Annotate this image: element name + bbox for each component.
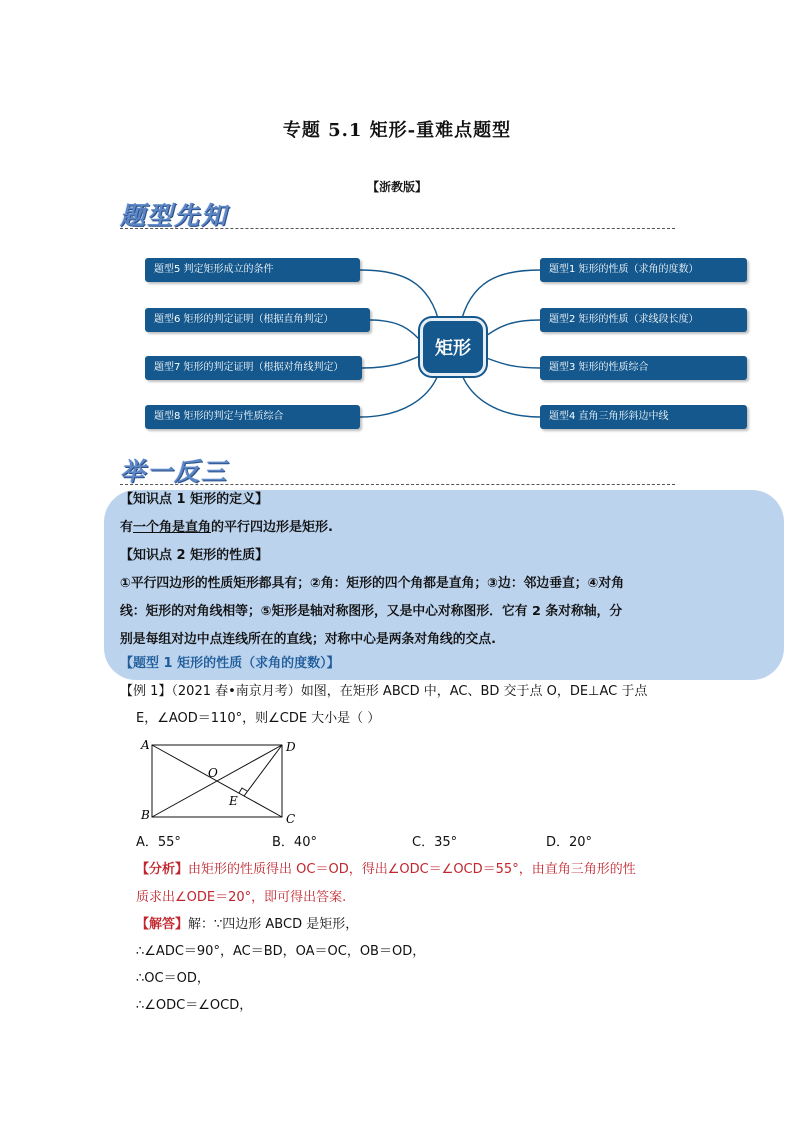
analysis-tag: 【分析】 bbox=[136, 862, 189, 877]
solution-line bbox=[136, 911, 358, 939]
kp1-text-emphasis: 一个角是直角 bbox=[133, 520, 212, 535]
mindmap-item-type4: 题型4 直角三角形斜边中线 bbox=[540, 405, 747, 429]
option-b: B．40° bbox=[272, 835, 317, 850]
label-e: E bbox=[229, 794, 238, 808]
label-c: C bbox=[286, 812, 296, 825]
section-heading-overview: 题型先知 bbox=[120, 201, 229, 230]
connector-type3 bbox=[480, 356, 540, 368]
label-b: B bbox=[141, 808, 150, 822]
analysis-line bbox=[136, 856, 636, 884]
option-a: A．55° bbox=[136, 835, 181, 850]
kp1-text bbox=[120, 514, 333, 542]
option-c: C．35° bbox=[412, 835, 458, 850]
right-angle-mark bbox=[239, 788, 247, 793]
kp1-title: 【知识点 1 矩形的定义】 bbox=[120, 492, 269, 507]
solution-line: ∴OC＝OD， bbox=[136, 971, 210, 986]
example-line: E，∠AOD＝110°，则∠CDE 大小是（ ） bbox=[136, 711, 381, 726]
page-title: 专题 5.1 矩形-重难点题型 bbox=[282, 120, 512, 141]
option-d: D．20° bbox=[546, 835, 593, 850]
connector-type4 bbox=[460, 370, 540, 417]
label-d: D bbox=[286, 740, 296, 754]
solution-line: ∴∠ODC＝∠OCD， bbox=[136, 998, 253, 1013]
connector-type2 bbox=[480, 320, 540, 340]
kp1-text-c: 的平行四边形是矩形. bbox=[211, 520, 333, 535]
solution-text: 解：∵四边形 ABCD 是矩形， bbox=[188, 917, 359, 932]
label-o: O bbox=[208, 766, 218, 780]
mindmap-item-type2: 题型2 矩形的性质（求线段长度） bbox=[540, 308, 747, 332]
section-heading-practice: 举一反三 bbox=[120, 457, 229, 486]
connector-type8 bbox=[360, 370, 440, 417]
analysis-text: 由矩形的性质得出 OC＝OD，得出∠ODC＝∠OCD＝55°，由直角三角形的性 bbox=[188, 862, 636, 877]
kp2-title: 【知识点 2 矩形的性质】 bbox=[120, 548, 269, 563]
solution-line: ∴∠ADC＝90°，AC＝BD，OA＝OC，OB＝OD， bbox=[136, 944, 426, 959]
mindmap-item-type3: 题型3 矩形的性质综合 bbox=[540, 356, 747, 380]
example-line: 【例 1】（2021 春•南京月考）如图，在矩形 ABCD 中，AC、BD 交于点 O，DE⊥AC 于点 bbox=[120, 684, 648, 699]
kp2-line: 线：矩形的对角线相等；⑤矩形是轴对称图形，又是中心对称图形．它有 2 条对称轴，分 bbox=[120, 604, 623, 619]
mindmap-item-type6: 题型6 矩形的判定证明（根据直角判定） bbox=[145, 308, 370, 332]
mindmap-center-node: 矩形 bbox=[420, 318, 486, 376]
mindmap-item-type1: 题型1 矩形的性质（求角的度数） bbox=[540, 258, 747, 282]
kp2-line: 别是每组对边中点连线所在的直线；对称中心是两条对角线的交点. bbox=[120, 632, 496, 647]
type1-heading: 【题型 1 矩形的性质（求角的度数）】 bbox=[120, 656, 340, 671]
kp1-text-a: 有 bbox=[120, 520, 134, 535]
kp2-line: ①平行四边形的性质矩形都具有；②角：矩形的四个角都是直角；③边：邻边垂直；④对角 bbox=[120, 576, 625, 591]
label-a: A bbox=[141, 738, 150, 752]
mindmap-item-type5: 题型5 判定矩形成立的条件 bbox=[145, 258, 360, 282]
connector-type6 bbox=[370, 320, 420, 340]
segment-de bbox=[244, 745, 282, 796]
section-divider bbox=[120, 228, 675, 229]
section-divider bbox=[120, 484, 675, 485]
analysis-line: 质求出∠ODE＝20°，即可得出答案. bbox=[136, 890, 347, 905]
solution-tag: 【解答】 bbox=[136, 917, 189, 932]
connector-type7 bbox=[362, 356, 420, 368]
mindmap-item-type8: 题型8 矩形的判定与性质综合 bbox=[145, 405, 360, 429]
rectangle-figure bbox=[136, 735, 296, 825]
mindmap-item-type7: 题型7 矩形的判定证明（根据对角线判定） bbox=[145, 356, 362, 380]
edition-label: 【浙教版】 bbox=[366, 180, 427, 194]
